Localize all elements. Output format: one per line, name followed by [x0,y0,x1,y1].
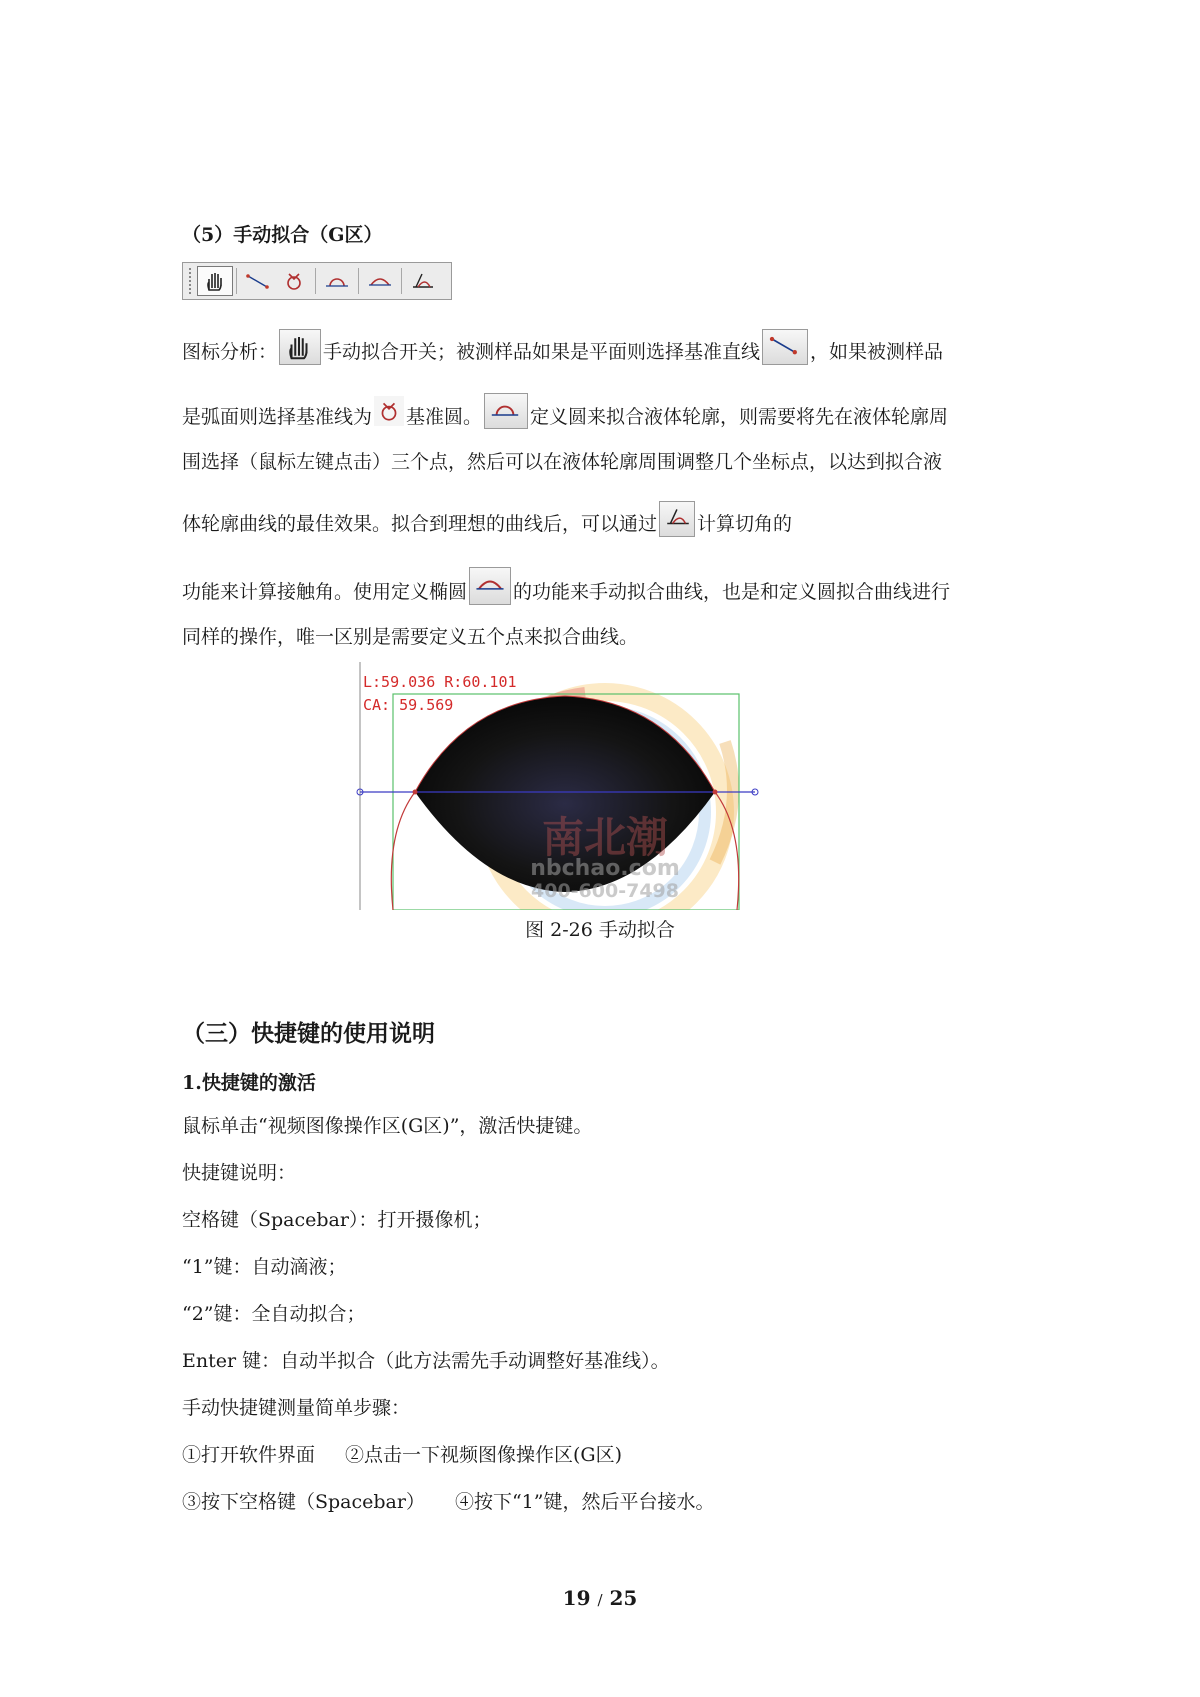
watermark-site: nbchao.com [530,856,680,881]
paragraph-line [182,580,950,605]
page-separator: / [597,1591,603,1609]
lr-readout: L:59.036 R:60.101 [363,673,517,691]
base-circle-icon [374,396,404,426]
paragraph-text: 定义圆来拟合液体轮廓，则需要将先在液体轮廓周 [530,406,949,428]
toolbar-separator [315,268,316,294]
subsection-1-heading: 1.快捷键的激活 [182,1072,316,1094]
body-line: 空格键（Spacebar）：打开摄像机； [182,1209,492,1231]
hand-fit-icon[interactable] [197,266,233,296]
droplet-fit-svg [355,662,795,910]
contact-point[interactable] [413,790,418,795]
figure-caption: 图 2-26 手动拟合 [525,919,675,941]
ca-readout: CA: 59.569 [363,696,454,714]
toolbar-separator [401,268,402,294]
droplet-fit-image [355,662,795,910]
tangent-angle-icon [659,501,695,537]
base-circle-icon[interactable] [276,266,312,296]
body-line: 快捷键说明： [182,1162,297,1184]
paragraph-text: 是弧面则选择基准线为 [182,406,373,428]
paragraph-text: 同样的操作，唯一区别是需要定义五个点来拟合曲线。 [182,626,639,648]
current-page: 19 [562,1586,591,1610]
paragraph-text: 手动拟合开关；被测样品如果是平面则选择基准直线 [323,341,761,363]
toolbar-separator [236,268,237,294]
paragraph-line [182,625,638,649]
body-line: “1”键：自动滴液； [182,1256,347,1278]
step-item: ③按下空格键（Spacebar） [182,1491,425,1513]
page-number [0,1586,1200,1610]
paragraph-text: ，如果被测样品 [810,341,944,363]
paragraph-text: 体轮廓曲线的最佳效果。拟合到理想的曲线后，可以通过 [182,513,658,535]
body-line: “2”键：全自动拟合； [182,1303,366,1325]
paragraph-line [182,405,948,429]
step-item: ①打开软件界面 [182,1444,316,1466]
paragraph-text: 基准圆。 [406,406,483,428]
paragraph-line [182,450,942,474]
toolbar-separator [358,268,359,294]
body-line: 鼠标单击“视频图像操作区(G区)”，激活快捷键。 [182,1115,593,1137]
body-line: Enter 键：自动半拟合（此方法需先手动调整好基准线）。 [182,1350,670,1372]
paragraph-text: 围选择（鼠标左键点击）三个点，然后可以在液体轮廓周围调整几个坐标点，以达到拟合液 [182,451,943,473]
section-5-heading: （5）手动拟合（G区） [182,224,383,246]
baseline-icon[interactable] [240,266,276,296]
watermark-phone: 400-600-7498 [531,880,679,902]
fit-arc-left [391,792,415,910]
body-line [182,1490,715,1514]
step-item: ②点击一下视频图像操作区(G区) [345,1444,623,1466]
define-ellipse-icon[interactable] [362,266,398,296]
hand-fit-icon [279,329,321,365]
step-item: ④按下“1”键，然后平台接水。 [454,1491,715,1513]
section-3-heading: （三）快捷键的使用说明 [182,1020,435,1047]
define-circle-icon [484,393,528,429]
paragraph-text: 图标分析： [182,341,278,363]
watermark-name: 南北潮 [541,813,669,862]
define-circle-icon[interactable] [319,266,355,296]
tangent-angle-icon[interactable] [405,266,441,296]
paragraph-text: 功能来计算接触角。使用定义椭圆 [182,581,468,603]
total-pages: 25 [609,1586,638,1610]
paragraph-line [182,512,792,537]
body-line [182,1443,622,1467]
baseline-icon [762,329,808,365]
define-ellipse-icon [469,567,511,605]
contact-point[interactable] [713,790,718,795]
paragraph-text: 的功能来手动拟合曲线，也是和定义圆拟合曲线进行 [513,581,951,603]
paragraph-line [182,340,943,365]
paragraph-text: 计算切角的 [697,513,793,535]
toolbar-grip[interactable] [189,268,197,294]
manual-fit-toolbar [182,262,452,300]
body-line: 手动快捷键测量简单步骤： [182,1397,411,1419]
